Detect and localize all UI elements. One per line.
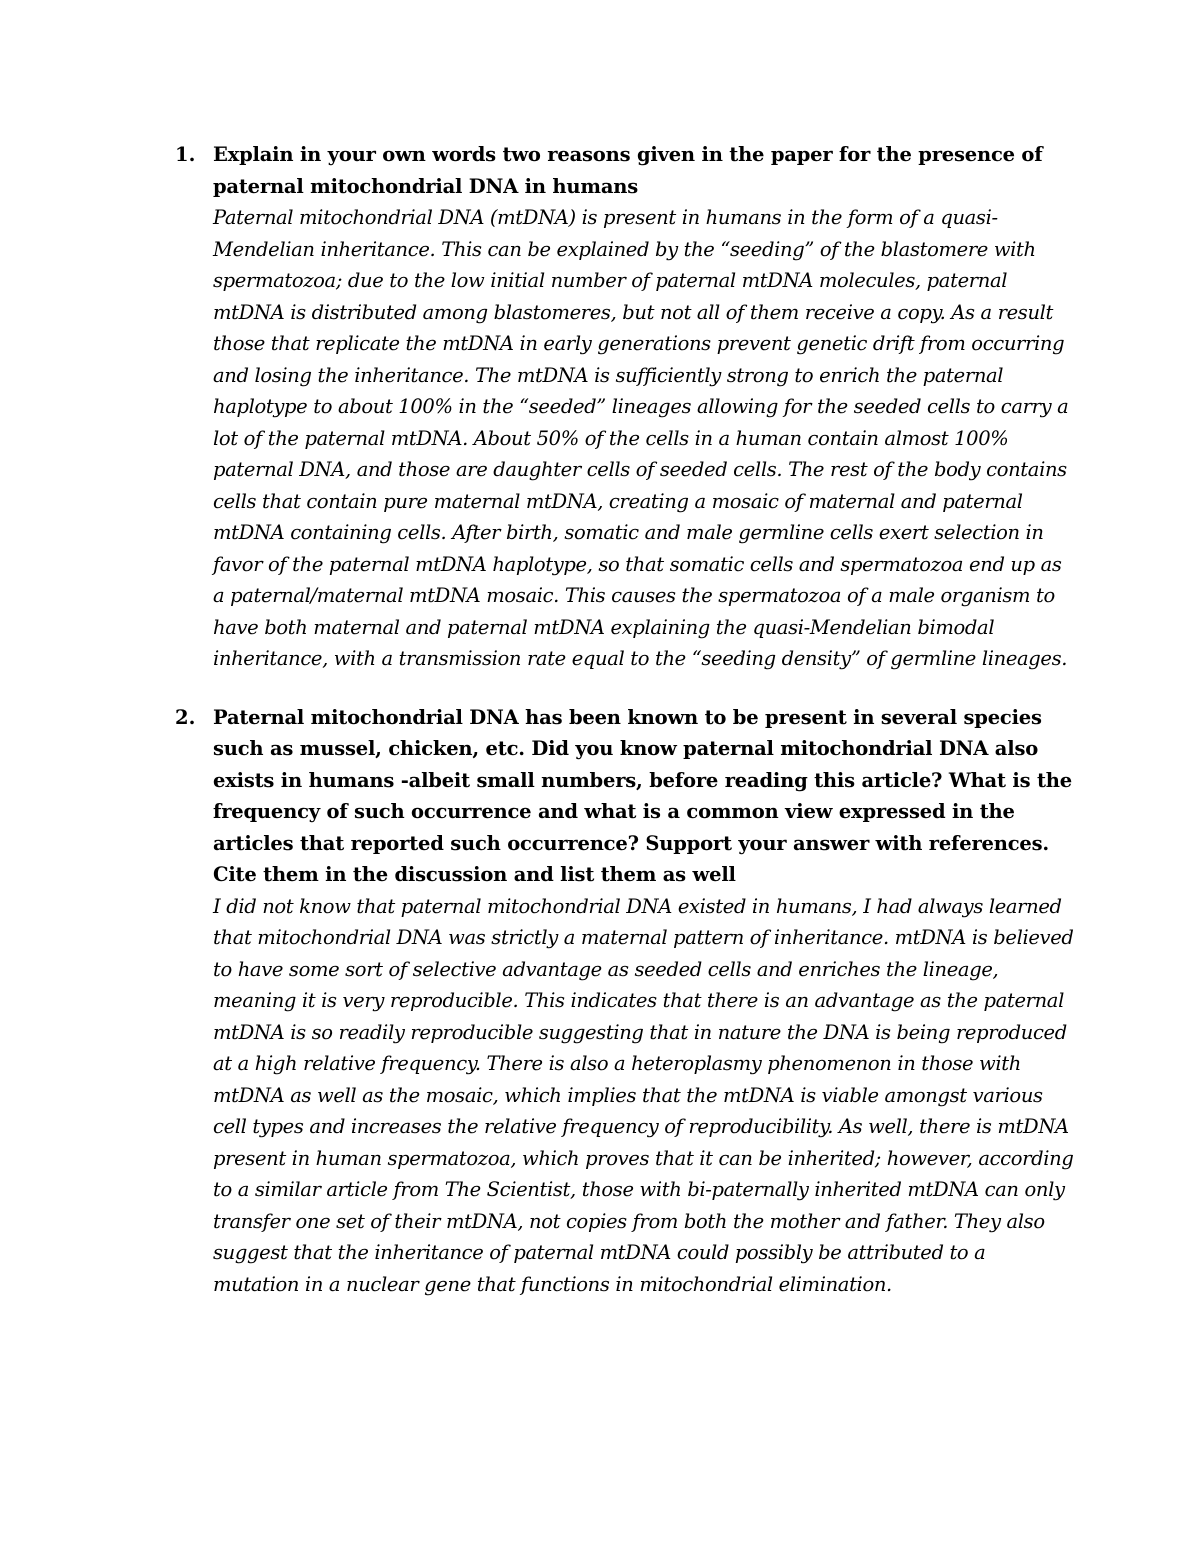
answer-text: I did not know that paternal mitochondrial DNA existed in humans, I had always learned that mitochondrial DNA was strictly a maternal pattern of inheritance. mtDNA is believed to have some sort of selective advantage as seeded cells and enriches the lineage, meaning it is very reproducible. This indicates that there is an advantage as the paternal mtDNA is so readily reproducible suggesting that in nature the DNA is being reproduced at a high relative frequency. There is also a heteroplasmy phenomenon in those with mtDNA as well as the mosaic, which implies that the mtDNA is viable amongst various cell types and increases the relative frequency of reproducibility. As well, there is mtDNA present in human spermatozoa, which proves that it can be inherited; however, according to a similar article from The Scientist, those with bi-paternally inherited mtDNA can only transfer one set of their mtDNA, not copies from both the mother and father. They also suggest that the inheritance of paternal mtDNA could possibly be attributed to a mutation in a nuclear gene that functions in mitochondrial elimination.	[213, 894, 1074, 1296]
question-text: Explain in your own words two reasons given in the paper for the presence of paternal mitochondrial DNA in humans	[213, 143, 1043, 198]
question-number: 2.	[175, 705, 196, 729]
question-item-1	[175, 139, 1075, 675]
question-list	[175, 139, 1075, 1327]
question-item-2	[175, 702, 1075, 1301]
question-text: Paternal mitochondrial DNA has been known to be present in several species such as mussel, chicken, etc. Did you know paternal mitochondrial DNA also exists in humans -albeit small numbers, before reading this article? What is the frequency of such occurrence and what is a common view expressed in the articles that reported such occurrence? Support your answer with references. Cite them in the discussion and list them as well	[213, 705, 1072, 886]
question-number: 1.	[175, 143, 196, 166]
answer-text: Paternal mitochondrial DNA (mtDNA) is present in humans in the form of a quasi-Mendelian inheritance. This can be explained by the “seeding” of the blastomere with spermatozoa; due to the low initial number of paternal mtDNA molecules, paternal mtDNA is distributed among blastomeres, but not all of them receive a copy. As a result those that replicate the mtDNA in early generations prevent genetic drift from occurring and losing the inheritance. The mtDNA is sufficiently strong to enrich the paternal haplotype to about 100% in the “seeded” lineages allowing for the seeded cells to carry a lot of the paternal mtDNA. About 50% of the cells in a human contain almost 100% paternal DNA, and those are daughter cells of seeded cells. The rest of the body contains cells that contain pure maternal mtDNA, creating a mosaic of maternal and paternal mtDNA containing cells. After birth, somatic and male germline cells exert selection in favor of the paternal mtDNA haplotype, so that somatic cells and spermatozoa end up as a paternal/maternal mtDNA mosaic. This causes the spermatozoa of a male organism to have both maternal and paternal mtDNA explaining the quasi-Mendelian bimodal inheritance, with a transmission rate equal to the “seeding density” of germline lineages.	[213, 206, 1069, 670]
